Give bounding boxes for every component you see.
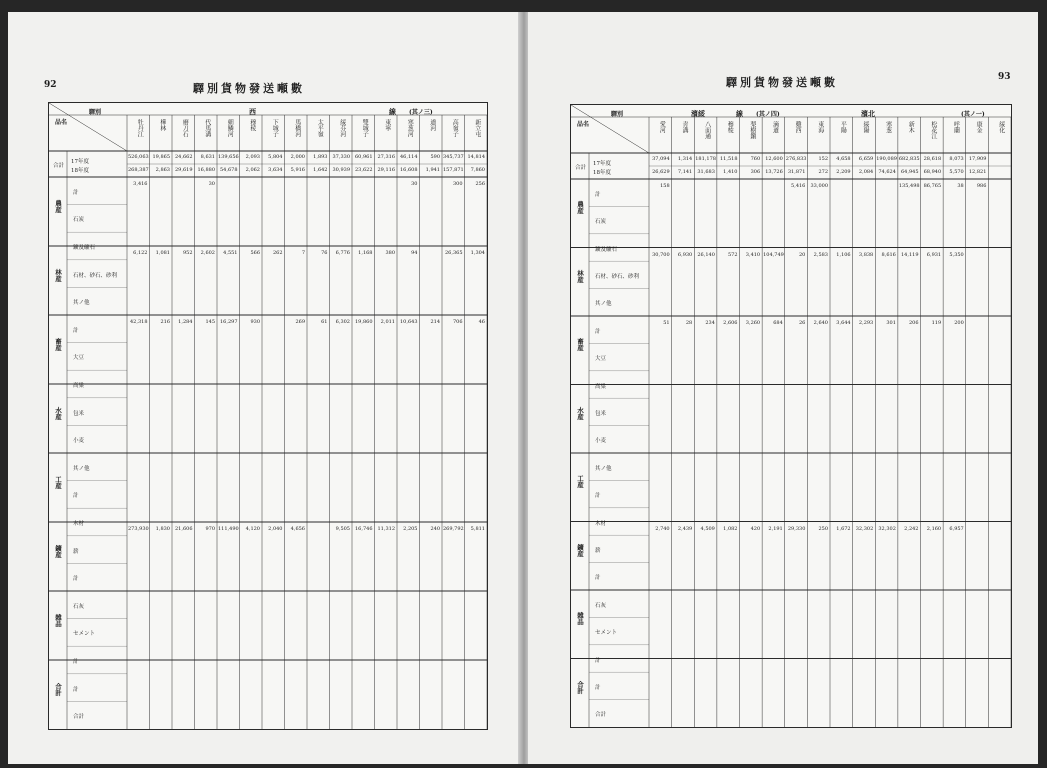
table-cell: 380 [385,250,395,256]
table-cell: 200 [954,320,964,326]
table-cell: 234 [705,320,715,326]
left-table-grid [49,103,487,729]
table-cell: 3,634 [268,167,283,173]
station-header: 綏陽 [861,121,869,133]
table-cell: 28 [685,320,693,326]
left-region-label-2: 線 [389,107,396,116]
table-cell: 4,551 [223,250,238,256]
group-label: 農産 [576,201,584,215]
table-cell: 16,608 [400,167,418,173]
table-cell: 54,678 [220,167,238,173]
station-header: 磨刀石 [181,119,189,137]
table-cell: 2,602 [200,250,215,256]
row-label: 計 [595,575,601,582]
station-header: 綏化 [997,121,1005,133]
right-sheet-note-2: (其ノ一) [961,111,985,118]
station-header: 寒葱 [884,121,892,133]
table-cell: 5,804 [268,154,283,160]
table-cell: 206 [908,320,919,326]
left-year-2: 18年度 [71,168,89,174]
table-cell: 181,178 [695,156,716,162]
table-cell: 8,073 [949,156,964,162]
table-cell: 526,063 [128,154,149,160]
table-cell: 1,304 [470,250,485,256]
row-label: 薪 [595,547,601,554]
left-total-label: 合計 [53,163,65,169]
row-label: 計 [595,191,601,198]
table-cell: 6,776 [335,250,350,256]
table-cell: 16,297 [220,319,238,325]
table-cell: 6,122 [133,250,148,256]
table-cell: 1,082 [723,525,738,532]
table-cell: 6,302 [335,319,350,325]
table-cell: 3,416 [133,181,148,187]
table-cell: 29,116 [377,167,395,173]
table-cell: 19,860 [355,319,373,325]
table-cell: 566 [250,250,260,256]
row-label: 石炭 [595,219,607,226]
table-cell: 10,643 [400,319,418,325]
table-cell: 8,616 [881,251,896,258]
table-cell: 2,606 [723,320,738,326]
table-cell: 2,205 [403,526,418,532]
table-cell: 30 [411,181,418,187]
right-total-label: 合計 [575,165,587,171]
table-cell: 420 [750,525,761,532]
table-cell: 682,835 [898,156,920,162]
table-cell: 51 [663,320,670,326]
table-cell: 31,871 [787,169,806,175]
station-header: 松花江 [929,121,937,139]
table-cell: 6,930 [677,251,693,258]
page-number-left: 92 [44,80,57,90]
table-cell: 1,941 [425,167,440,173]
row-label: 其ノ他 [73,300,90,307]
table-cell: 2,242 [904,525,919,532]
table-cell: 262 [272,250,283,256]
table-cell: 20 [799,251,806,258]
table-cell: 5,916 [290,167,305,173]
table-cell: 21,606 [175,526,193,532]
row-label: 石材、砂石、砂利 [73,272,118,279]
table-cell: 26,365 [445,250,463,256]
right-data-table [570,104,1012,728]
table-cell: 152 [818,156,828,162]
table-cell: 31,683 [697,169,715,175]
row-label: 計 [73,576,79,583]
station-header: 寒葱河 [406,119,414,137]
table-cell: 214 [430,319,440,325]
row-label: 石灰 [595,602,607,609]
table-cell: 32,302 [855,525,874,532]
row-label: 小麦 [595,438,607,445]
station-header: 滴道 [771,121,779,133]
row-label: 計 [73,189,79,196]
group-label: 鑛産 [576,543,584,557]
table-cell: 5,570 [949,169,964,175]
row-label: 計 [73,659,79,665]
row-label: 鑛及礦石 [73,245,96,251]
table-cell: 68,940 [923,169,942,175]
table-cell: 11,312 [377,526,395,532]
row-label: 薪 [73,548,79,555]
group-label: 林産 [576,269,584,283]
row-label: 鑛及礦石 [595,246,618,253]
row-label: 高粱 [73,383,85,389]
table-cell: 268,387 [128,167,149,173]
group-label: 林産 [54,268,62,282]
station-header: 梨樹鎭 [748,121,756,139]
row-label: 合計 [595,712,607,719]
table-cell: 760 [750,156,761,162]
table-cell: 2,209 [836,169,851,175]
table-cell: 2,863 [155,167,170,173]
table-cell: 17,909 [968,156,987,162]
table-cell: 5,416 [791,183,806,189]
table-cell: 5,811 [470,526,485,532]
row-label: 石炭 [73,217,85,224]
table-cell: 27,316 [377,154,395,160]
table-cell: 306 [750,169,761,175]
row-label: 計 [595,328,601,335]
table-cell: 139,656 [218,154,239,160]
row-label: 大豆 [595,356,607,363]
table-cell: 2,040 [268,526,283,532]
group-label: 水産 [54,406,62,420]
table-cell: 301 [886,320,896,326]
group-label: 工産 [54,475,62,489]
table-cell: 345,737 [443,154,464,160]
row-label: 石灰 [73,603,85,610]
table-cell: 1,106 [836,251,851,258]
right-region-label: 濱綏 [691,109,705,118]
group-label: 雜品 [54,613,62,627]
group-label: 水産 [576,406,584,420]
station-header: 康金 [975,121,983,133]
station-header: 愛河 [658,121,666,133]
table-cell: 2,293 [858,320,874,326]
page-title-left: 驛別貨物發送噸數 [193,82,305,95]
left-year-1: 17年度 [71,159,89,165]
table-cell: 7,860 [470,167,485,173]
station-header: 道河 [428,119,436,131]
table-cell: 590 [430,154,440,160]
table-cell: 4,509 [700,525,715,532]
table-cell: 157,871 [443,167,464,173]
table-cell: 60,961 [355,154,373,160]
left-col-label-2: 品名 [55,119,68,126]
table-cell: 11,518 [720,156,738,162]
table-cell: 572 [727,251,738,258]
station-header: 八面通 [703,121,711,139]
row-label: 其ノ他 [73,465,90,472]
table-cell: 5,350 [949,251,964,258]
row-label: 木材 [73,521,85,527]
table-cell: 6,659 [858,156,874,162]
row-label: 計 [73,327,79,334]
station-header: 代馬溝 [203,119,211,137]
table-cell: 952 [182,250,193,256]
table-cell: 37,094 [652,156,670,162]
right-region-label-2: 線 [736,109,743,118]
table-cell: 46 [478,319,485,325]
table-cell: 38 [957,183,964,189]
row-label: セメント [73,631,96,638]
table-cell: 4,658 [836,156,851,162]
station-header: 東海 [816,121,824,133]
table-cell: 86,765 [923,183,942,189]
row-label: 石材、砂石、砂利 [595,273,640,280]
row-label: 計 [595,493,601,500]
right-year-1: 17年度 [593,161,611,167]
table-cell: 2,093 [245,154,260,160]
group-label: 合計 [576,680,584,694]
table-cell: 30,700 [652,251,670,258]
left-sheet-note: (其ノ三) [409,109,433,116]
table-cell: 145 [205,319,215,325]
group-label: 畜産 [54,337,62,351]
table-cell: 276,833 [785,156,807,162]
group-label: 合計 [54,682,62,696]
table-cell: 706 [452,319,463,325]
table-cell: 30 [208,181,215,187]
right-table-grid [571,105,1011,727]
row-label: 其ノ他 [595,465,612,472]
table-cell: 2,062 [245,167,260,173]
station-header: 綏芬河 [338,119,346,137]
group-label: 工産 [576,475,584,489]
table-cell: 4,120 [245,526,260,532]
row-label: 包米 [73,410,85,417]
table-cell: 9,505 [335,526,350,532]
row-label: 計 [595,657,601,664]
table-cell: 190,089 [876,156,897,162]
station-header: 雙城子 [361,119,369,137]
table-cell: 42,318 [130,319,148,325]
table-cell: 684 [773,320,783,326]
table-cell: 32,302 [878,525,896,532]
table-cell: 930 [250,319,260,325]
table-cell: 1,168 [358,250,373,256]
table-cell: 158 [660,183,670,189]
right-col-label-1: 驛別 [611,111,624,118]
table-cell: 2,000 [290,154,305,160]
table-cell: 2,160 [926,525,942,532]
table-cell: 12,600 [765,156,783,162]
station-header: 牡丹江 [136,119,144,137]
table-cell: 119 [931,320,942,326]
table-cell: 3,410 [745,251,761,258]
table-cell: 28,618 [923,156,942,162]
station-header: 靑溝 [680,121,688,133]
table-cell: 111,490 [218,526,239,532]
table-cell: 19,865 [152,154,170,160]
row-label: 高粱 [595,383,607,390]
table-cell: 250 [818,525,828,532]
table-cell: 2,640 [813,320,828,326]
table-cell: 269,792 [443,526,464,532]
book-spread [8,12,1038,764]
table-cell: 4,656 [290,526,305,532]
table-cell: 1,830 [155,526,170,532]
table-cell: 64,945 [901,169,919,175]
station-header: 高嶺子 [451,119,459,137]
table-cell: 216 [160,319,170,325]
group-label: 畜産 [576,338,584,352]
table-cell: 3,838 [858,251,874,258]
table-cell: 76 [321,250,328,256]
table-cell: 1,893 [313,154,328,160]
station-header: 穆棱 [726,121,734,133]
table-cell: 26,629 [652,169,670,175]
table-cell: 6,957 [949,525,964,532]
table-cell: 6,931 [926,251,942,258]
table-cell: 29,619 [175,167,193,173]
table-cell: 14,814 [467,154,485,160]
table-cell: 2,084 [858,169,874,175]
table-cell: 272 [818,169,828,175]
station-header: 樺林 [158,119,166,131]
table-cell: 3,644 [836,320,851,326]
table-cell: 30,939 [332,167,350,173]
left-col-label-1: 驛別 [89,109,102,116]
station-header: 新立屯 [473,119,481,137]
row-label: 計 [73,686,79,693]
group-label: 鑛産 [54,544,62,558]
table-cell: 94 [411,250,418,256]
page-number-right: 93 [998,72,1011,82]
table-cell: 273,930 [128,526,149,532]
station-header: 平陽 [839,121,847,133]
table-cell: 13,726 [765,169,783,175]
table-cell: 26 [799,320,806,326]
table-cell: 970 [205,526,215,532]
table-cell: 269 [295,319,305,325]
group-label: 雜品 [576,612,584,626]
page-title-right: 驛別貨物發送噸數 [726,76,838,89]
table-cell: 74,624 [878,169,896,175]
table-cell: 1,642 [313,167,328,173]
right-col-label-2: 品名 [577,121,590,128]
row-label: 木材 [595,520,607,527]
table-cell: 135,498 [898,183,920,189]
table-cell: 16,746 [355,526,373,532]
row-label: セメント [595,630,618,637]
right-year-2: 18年度 [593,170,611,176]
right-page [528,12,1038,764]
group-label: 農産 [54,199,62,213]
table-cell: 2,011 [380,319,395,325]
table-cell: 1,410 [723,169,738,175]
station-header: 穆稜 [248,119,256,131]
table-cell: 2,583 [813,251,828,258]
right-region-label-3: 濱北 [861,109,875,118]
table-cell: 1,314 [677,156,693,162]
station-header: 細鱗河 [226,119,234,137]
station-header: 呼蘭 [952,121,960,133]
station-header: 下城子 [271,119,279,137]
station-header: 東寧 [383,119,391,131]
row-label: 大豆 [73,355,85,362]
station-header: 太平嶺 [316,119,324,137]
table-cell: 1,284 [178,319,193,325]
table-cell: 37,330 [332,154,350,160]
left-data-table [48,102,488,730]
table-cell: 29,330 [787,525,806,532]
table-cell: 7 [301,250,305,256]
right-sheet-note: (其ノ四) [756,111,780,118]
row-label: 計 [73,493,79,500]
row-label: 包米 [595,410,607,417]
table-cell: 7,141 [677,169,693,175]
table-cell: 46,114 [400,154,418,160]
table-cell: 256 [475,181,485,187]
table-cell: 1,081 [155,250,170,256]
row-label: 小麦 [73,438,85,445]
table-cell: 12,821 [968,169,987,175]
table-cell: 2,439 [677,525,693,532]
table-cell: 23,622 [355,167,373,173]
table-cell: 14,119 [901,251,919,258]
row-label: 合計 [73,714,85,721]
table-cell: 3,260 [745,320,761,326]
table-cell: 61 [321,319,328,325]
row-label: 計 [595,684,601,691]
row-label: 其ノ他 [595,301,612,308]
table-cell: 16,880 [197,167,215,173]
table-cell: 2,191 [768,525,783,532]
table-cell: 2,740 [655,525,670,532]
table-cell: 1,672 [836,525,851,532]
station-header: 雞西 [794,121,802,133]
table-cell: 986 [976,183,987,189]
table-cell: 240 [430,526,440,532]
station-header: 馬橋河 [293,119,301,137]
table-cell: 24,662 [175,154,193,160]
table-cell: 300 [452,181,463,187]
table-cell: 26,140 [697,251,715,258]
table-cell: 33,000 [810,183,828,189]
station-header: 新木 [907,121,915,133]
left-page [8,12,520,764]
table-cell: 8,631 [200,154,215,160]
left-region-label: 西 [249,107,256,116]
table-cell: 104,749 [763,251,784,258]
